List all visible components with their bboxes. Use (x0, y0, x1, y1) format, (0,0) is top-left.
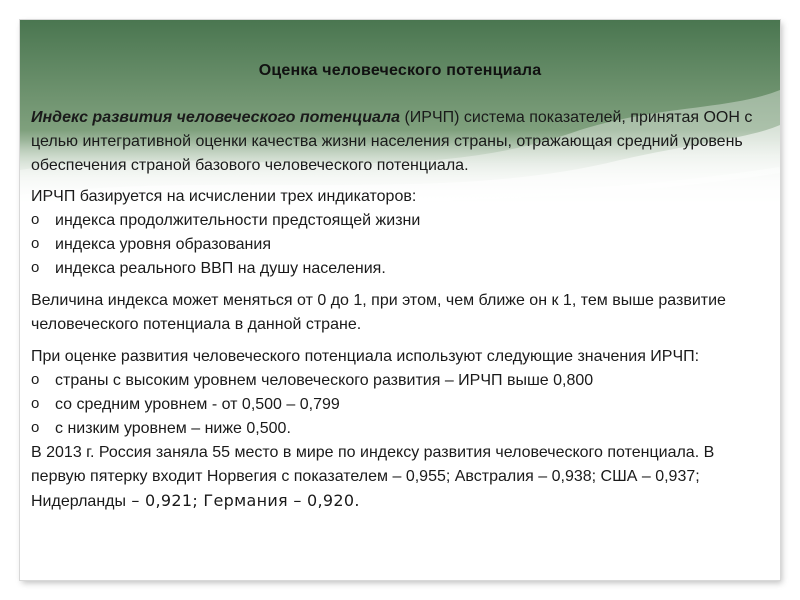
bullet-circle-icon: o (31, 211, 40, 228)
indicators-intro: ИРЧП базируется на исчислении трех индикаторов: (31, 188, 417, 205)
bullet-circle-icon: o (31, 419, 40, 436)
bullet-circle-icon: o (31, 371, 40, 388)
slide-title: Оценка человеческого потенциала (258, 62, 542, 79)
list-item: o индекса продолжительности предстоящей жизни (31, 211, 421, 229)
list-item: o индекса уровня образования (31, 235, 271, 253)
bullet-circle-icon: o (31, 235, 40, 252)
russia-text-tail: – 0,921; Германия – 0,920. (125, 491, 360, 510)
russia-text: В 2013 г. Россия заняла 55 место в мире по индексу развития человеческого потенциала. В первую пятерку входит Норвегия с показателем – 0,955; Австралия – 0,938; США – 0,937; Нидерланды (31, 444, 715, 510)
russia-paragraph (31, 441, 771, 514)
list-item: o страны с высоким уровнем человеческого развития – ИРЧП выше 0,800 (31, 371, 594, 389)
levels-intro: При оценке развития человеческого потенциала используют следующие значения ИРЧП: (31, 348, 700, 365)
slide-body (31, 106, 771, 514)
indicators-list (31, 209, 771, 281)
definition-term: Индекс развития человеческого потенциала (31, 109, 400, 126)
list-item: o со средним уровнем - от 0,500 – 0,799 (31, 395, 340, 413)
bullet-circle-icon: o (31, 259, 40, 276)
bullet-circle-icon: o (31, 395, 40, 412)
list-item: o с низким уровнем – ниже 0,500. (31, 419, 291, 437)
range-paragraph: Величина индекса может меняться от 0 до 1, при этом, чем ближе он к 1, тем выше развитие человеческого потенциала в данной стране. (31, 292, 726, 333)
levels-list (31, 369, 771, 441)
definition-paragraph (31, 106, 771, 178)
slide (20, 20, 780, 580)
definition-text: (ИРЧП) система показателей, принятая ООН с целью интегративной оценки качества жизни населения страны, отражающая средний уровень обеспечения страной базового человеческого потенциала. (31, 109, 753, 174)
list-item: o индекса реального ВВП на душу населения. (31, 259, 386, 277)
